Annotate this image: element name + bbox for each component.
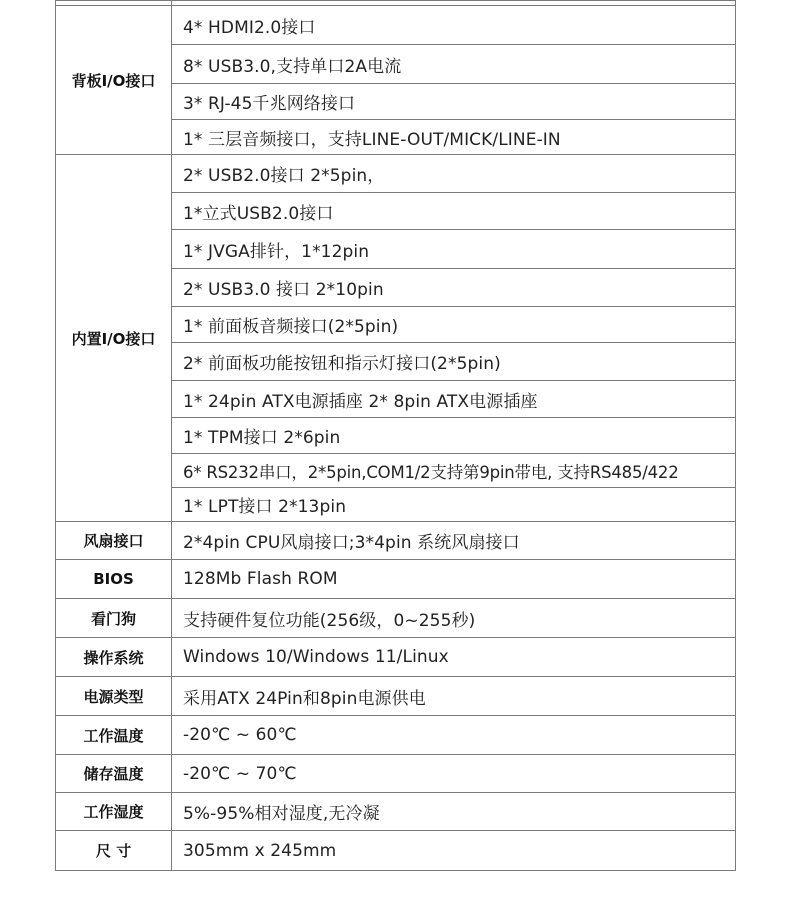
table-row [56,831,736,871]
back-io-item: 4* HDMI2.0接口 [172,6,736,45]
storage-temp-value: -20℃ ~ 70℃ [172,755,736,793]
internal-io-item: 1* TPM接口 2*6pin [172,418,736,454]
back-io-label: 背板I/O接口 [56,6,172,155]
power-type-value: 采用ATX 24Pin和8pin电源供电 [172,677,736,716]
watchdog-label: 看门狗 [56,599,172,638]
humidity-value: 5%-95%相对湿度,无冷凝 [172,793,736,831]
power-type-label: 电源类型 [56,677,172,716]
os-value: Windows 10/Windows 11/Linux [172,638,736,677]
internal-io-item: 2* USB2.0接口 2*5pin， [172,155,736,193]
storage-temp-label: 储存温度 [56,755,172,793]
dimensions-value: 305mm x 245mm [172,831,736,871]
spec-table [55,0,736,871]
internal-io-item: 2* USB3.0 接口 2*10pin [172,269,736,307]
fan-value: 2*4pin CPU风扇接口;3*4pin 系统风扇接口 [172,522,736,560]
table-row [56,599,736,638]
humidity-label: 工作湿度 [56,793,172,831]
table-row [56,755,736,793]
internal-io-item: 1* LPT接口 2*13pin [172,488,736,522]
back-io-item: 3* RJ-45千兆网络接口 [172,84,736,120]
internal-io-item: 1* 24pin ATX电源插座 2* 8pin ATX电源插座 [172,381,736,418]
table-row [56,638,736,677]
dimensions-label: 尺 寸 [56,831,172,871]
table-row [56,793,736,831]
table-row [56,155,736,193]
table-row [56,6,736,45]
operating-temp-label: 工作温度 [56,716,172,755]
internal-io-label: 内置I/O接口 [56,155,172,522]
bios-value: 128Mb Flash ROM [172,560,736,599]
table-row [56,560,736,599]
table-row [56,522,736,560]
internal-io-item: 1* 前面板音频接口(2*5pin) [172,307,736,343]
operating-temp-value: -20℃ ~ 60℃ [172,716,736,755]
bios-label: BIOS [56,560,172,599]
watchdog-value: 支持硬件复位功能(256级，0~255秒) [172,599,736,638]
internal-io-item: 1* JVGA排针，1*12pin [172,230,736,269]
internal-io-item: 1*立式USB2.0接口 [172,193,736,230]
fan-label: 风扇接口 [56,522,172,560]
internal-io-item: 2* 前面板功能按钮和指示灯接口(2*5pin) [172,343,736,381]
os-label: 操作系统 [56,638,172,677]
back-io-item: 8* USB3.0,支持单口2A电流 [172,45,736,84]
table-row [56,677,736,716]
internal-io-item: 6* RS232串口，2*5pin,COM1/2支持第9pin带电, 支持RS485/422 [172,454,736,488]
table-row [56,716,736,755]
back-io-item: 1* 三层音频接口，支持LINE-OUT/MICK/LINE-IN [172,120,736,155]
